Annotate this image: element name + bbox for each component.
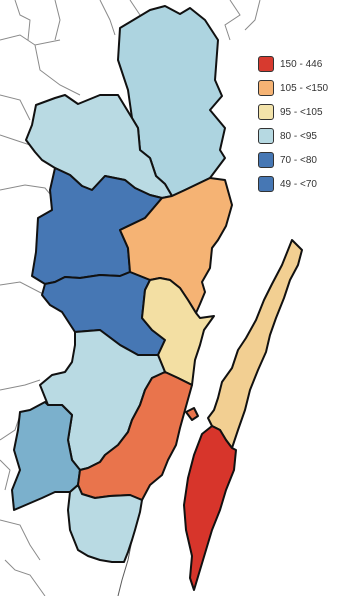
legend-item [258, 172, 328, 196]
legend-swatch [258, 80, 274, 96]
legend-swatch [258, 56, 274, 72]
neighbor-outline-17 [55, 0, 60, 40]
legend-label: 150 - 446 [280, 58, 323, 70]
legend-swatch [258, 104, 274, 120]
legend-label: 70 - <80 [280, 154, 317, 166]
legend-label: 105 - <150 [280, 82, 329, 94]
neighbor-outline-1 [0, 35, 60, 45]
legend-item [258, 76, 328, 100]
legend-item [258, 100, 328, 124]
neighbor-outline-6 [0, 185, 55, 200]
neighbor-outline-12 [5, 560, 45, 596]
legend-swatch [258, 176, 274, 192]
island-north-region[interactable] [208, 240, 302, 448]
neighbor-outline-16 [245, 0, 260, 30]
south-region[interactable] [68, 485, 142, 562]
neighbor-outline-3 [35, 45, 80, 95]
neighbor-outline-2 [15, 0, 30, 40]
legend-item [258, 52, 328, 76]
legend-item [258, 148, 328, 172]
legend-label: 95 - <105 [280, 106, 323, 118]
neighbor-outline-7 [0, 282, 45, 295]
legend-item [258, 124, 328, 148]
legend-swatch [258, 152, 274, 168]
islet[interactable] [186, 408, 198, 420]
neighbor-outline-15 [225, 0, 240, 40]
neighbor-outline-8 [0, 380, 40, 390]
legend [258, 52, 328, 196]
neighbor-outline-11 [0, 520, 40, 560]
legend-label: 80 - <95 [280, 130, 317, 142]
island-south-region[interactable] [184, 426, 236, 590]
legend-swatch [258, 128, 274, 144]
legend-label: 49 - <70 [280, 178, 317, 190]
neighbor-outline-10 [0, 460, 10, 490]
neighbor-outline-13 [100, 0, 115, 35]
neighbor-outline-4 [0, 95, 30, 120]
